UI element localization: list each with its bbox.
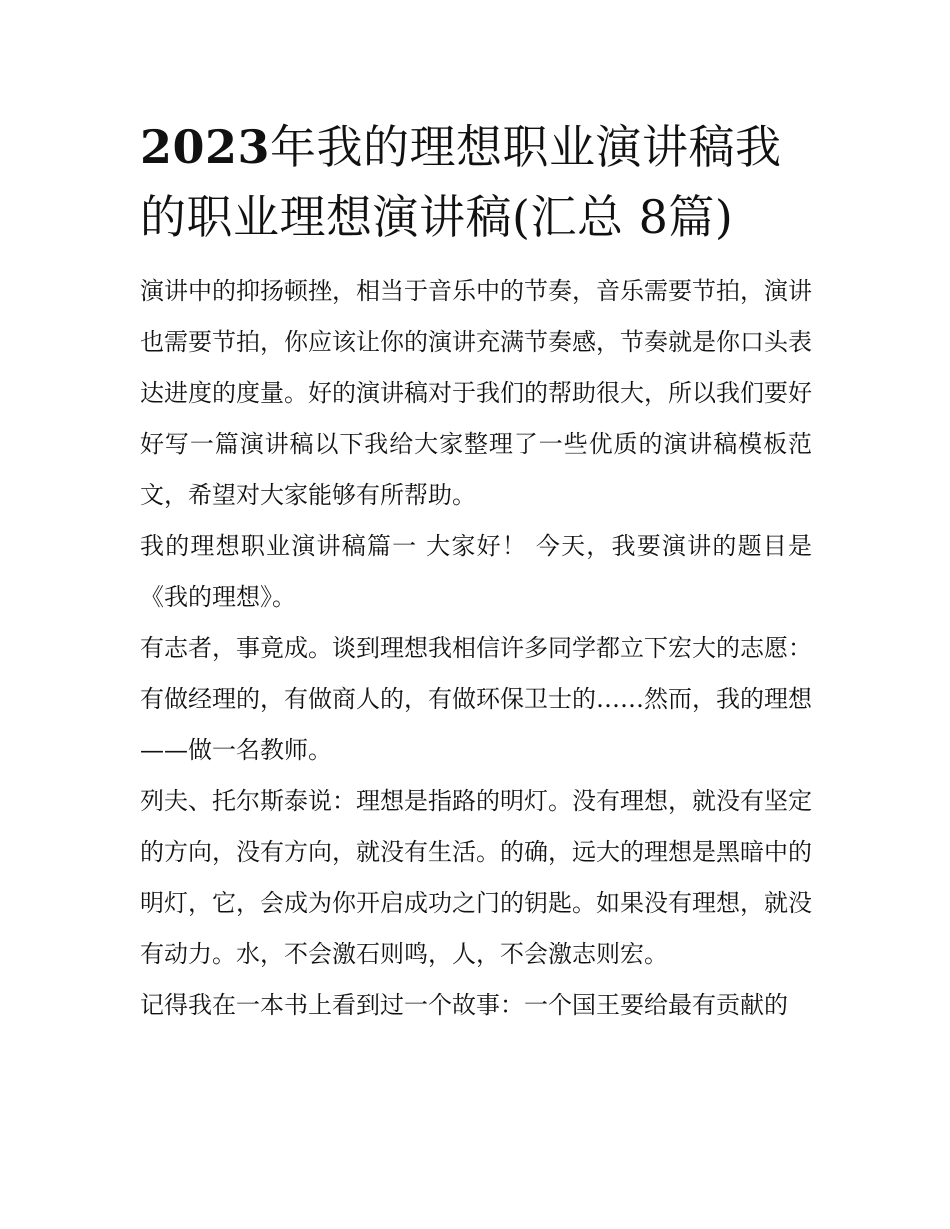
document-title-text: 年我的理想职业演讲稿我的职业理想演讲稿(汇总 8篇) [140, 120, 782, 244]
paragraph-intro: 演讲中的抑扬顿挫，相当于音乐中的节奏，音乐需要节拍，演讲也需要节拍，你应该让你的演讲充满节奏感，节奏就是你口头表达进度的度量。好的演讲稿对于我们的帮助很大，所以我们要好好写一篇演讲稿以下我给大家整理了一些优质的演讲稿模板范文，希望对大家能够有所帮助。 [140, 277, 812, 509]
paragraph-tolstoy-quote: 列夫、托尔斯泰说：理想是指路的明灯。没有理想，就没有坚定的方向，没有方向，就没有生活。的确，远大的理想是黑暗中的明灯，它，会成为你开启成功之门的钥匙。如果没有理想，就没有动力。水，不会激石则鸣，人，不会激志则宏。 [140, 787, 812, 968]
paragraph-story: 记得我在一本书上看到过一个故事：一个国王要给最有贡献的 [140, 991, 788, 1019]
document-title [140, 112, 812, 252]
document-title-year: 2023 [140, 120, 271, 174]
paragraph-speech-opening: 我的理想职业演讲稿篇一 大家好！ 今天，我要演讲的题目是《我的理想》。 [140, 532, 812, 611]
paragraph-aspiration: 有志者，事竟成。谈到理想我相信许多同学都立下宏大的志愿：有做经理的，有做商人的，有做环保卫士的……然而，我的理想——做一名教师。 [140, 634, 812, 764]
document-page [140, 112, 812, 1031]
